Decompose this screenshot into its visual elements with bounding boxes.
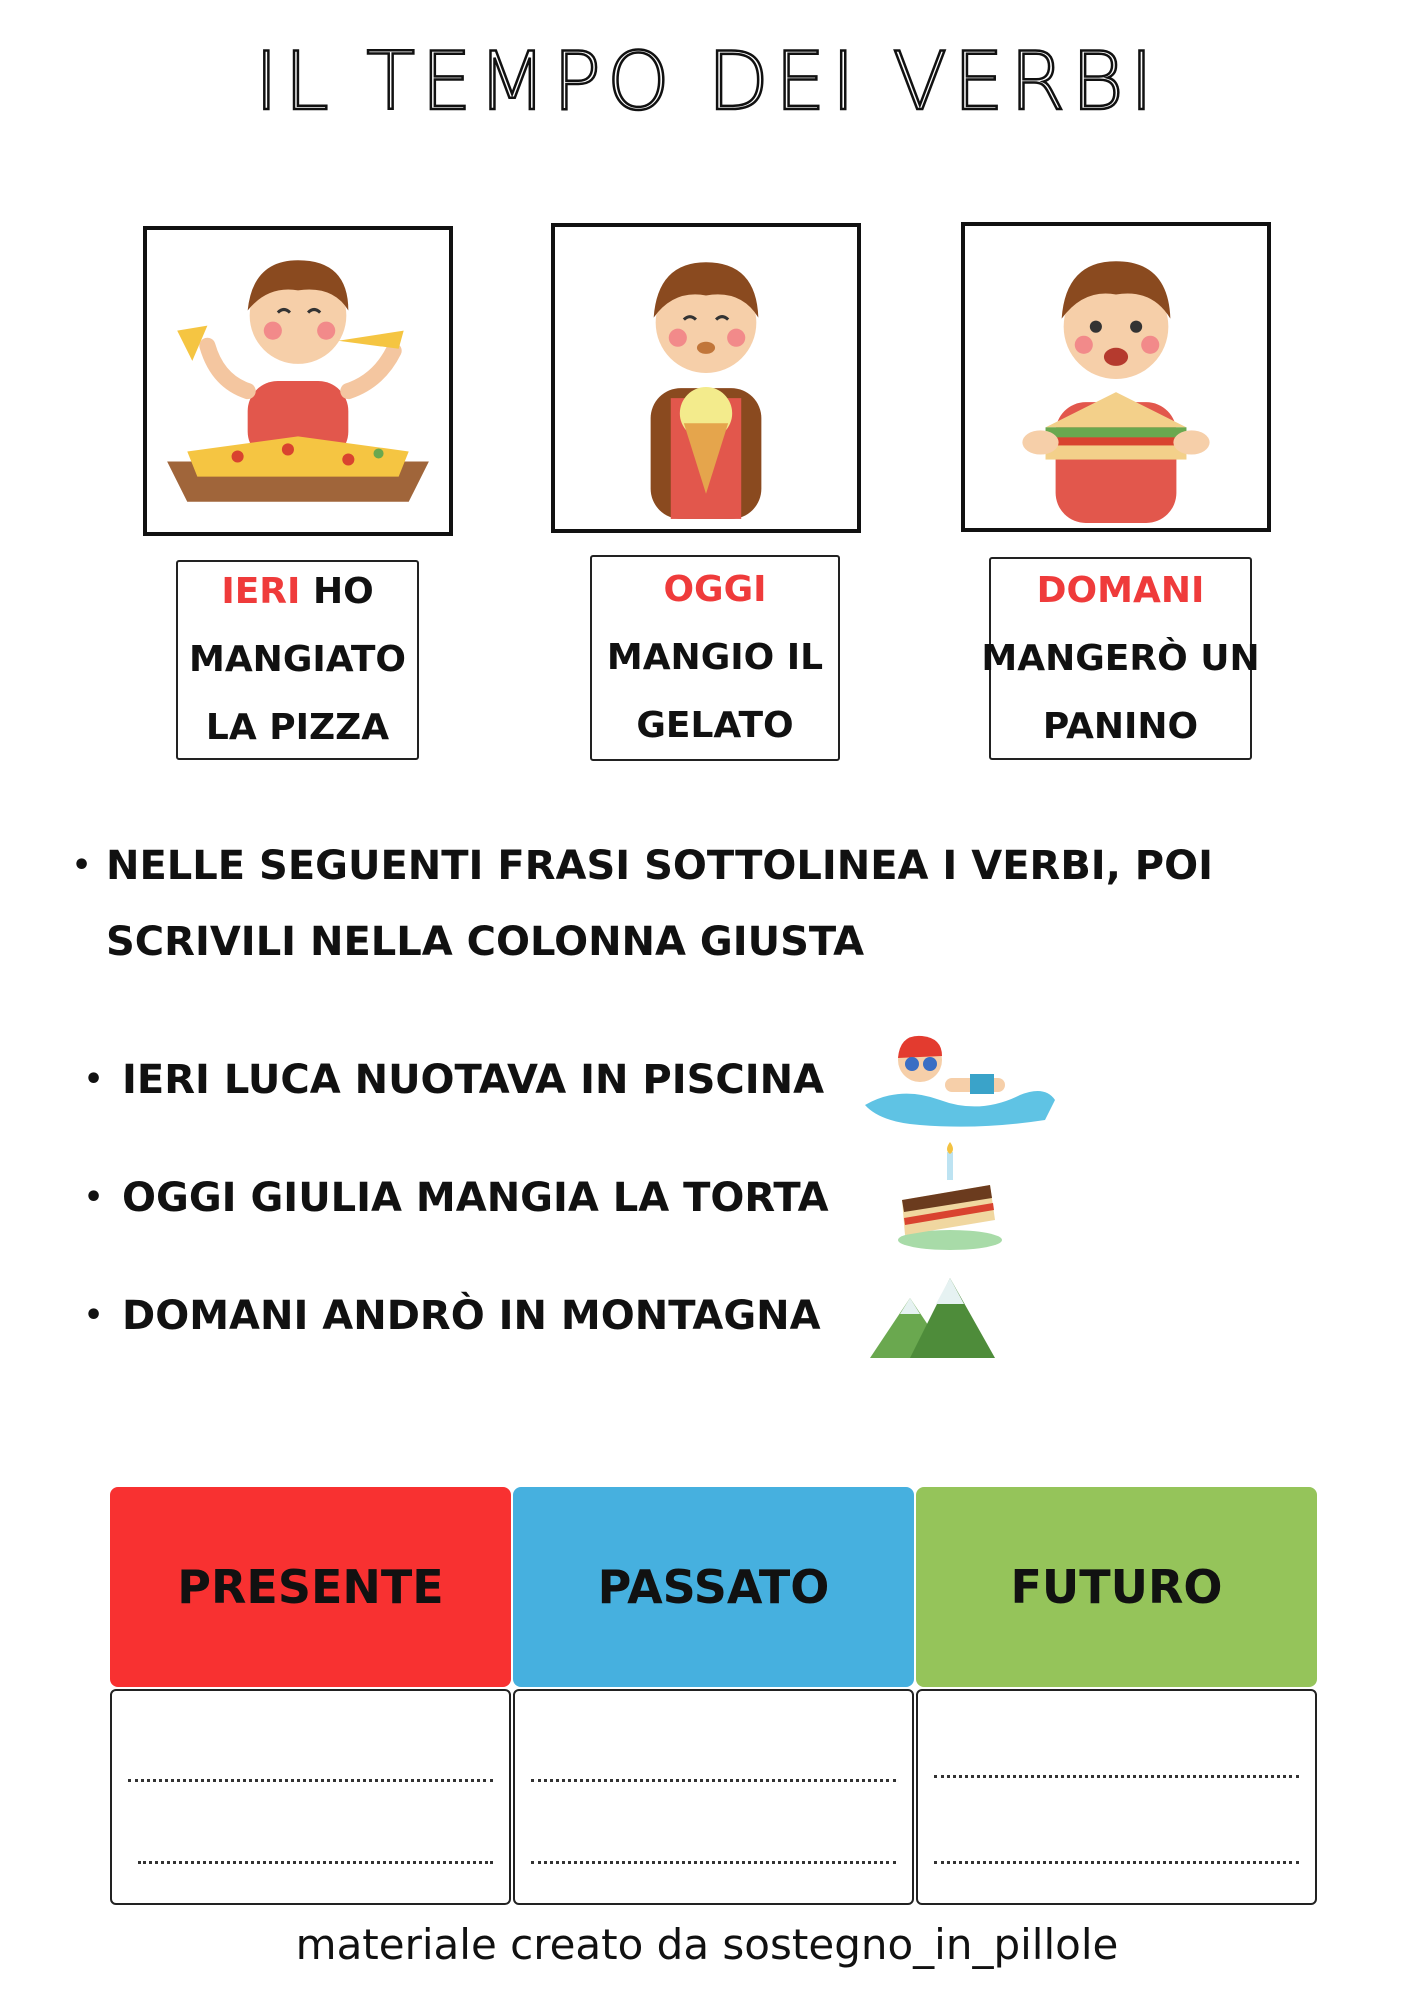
caption-line3: GELATO xyxy=(636,705,794,746)
caption-time-word: IERI xyxy=(221,571,301,612)
bullet-icon: • xyxy=(84,1180,104,1215)
answer-cell-passato[interactable] xyxy=(513,1689,914,1905)
sentence-item xyxy=(84,1286,821,1346)
caption-line1: HO xyxy=(300,571,374,612)
answer-line[interactable] xyxy=(934,1775,1299,1778)
answer-line[interactable] xyxy=(138,1861,493,1864)
sentence-text: OGGI GIULIA MANGIA LA TORTA xyxy=(122,1175,829,1221)
caption-line3: PANINO xyxy=(1042,705,1199,747)
cake-icon xyxy=(890,1140,1010,1260)
bullet-icon: • xyxy=(84,1298,104,1333)
caption-domani xyxy=(981,557,1260,760)
column-header-passato xyxy=(513,1487,914,1687)
answer-line[interactable] xyxy=(128,1779,493,1782)
sentence-text: DOMANI ANDRÒ IN MONTAGNA xyxy=(122,1293,821,1339)
sentence-text: IERI LUCA NUOTAVA IN PISCINA xyxy=(122,1057,825,1103)
picture-boy-eating-ice-cream xyxy=(551,223,861,533)
answer-line[interactable] xyxy=(531,1779,896,1782)
instruction xyxy=(72,828,1272,980)
column-header-futuro xyxy=(916,1487,1317,1687)
column-label: PASSATO xyxy=(597,1560,830,1614)
caption-oggi xyxy=(590,555,840,761)
mountain-icon xyxy=(870,1268,1000,1368)
caption-line2: MANGIO IL xyxy=(606,637,824,678)
caption-line2: MANGIATO xyxy=(189,639,406,680)
answer-cell-futuro[interactable] xyxy=(916,1689,1317,1905)
column-header-presente xyxy=(110,1487,511,1687)
column-label: FUTURO xyxy=(1010,1560,1223,1614)
bullet-icon: • xyxy=(84,1062,104,1097)
boy-pizza-illustration xyxy=(147,230,449,532)
answer-line[interactable] xyxy=(531,1861,896,1864)
boy-sandwich-illustration xyxy=(965,226,1267,528)
column-label: PRESENTE xyxy=(177,1560,444,1614)
page-title: IL TEMPO DEI VERBI xyxy=(254,35,1160,128)
sentence-item xyxy=(84,1168,829,1228)
credits-footer: materiale creato da sostegno_in_pillole xyxy=(295,1920,1119,1969)
instruction-line1: NELLE SEGUENTI FRASI SOTTOLINEA I VERBI, POI xyxy=(106,843,1214,889)
answer-cell-presente[interactable] xyxy=(110,1689,511,1905)
picture-boy-eating-pizza xyxy=(143,226,453,536)
instruction-line2: SCRIVILI NELLA COLONNA GIUSTA xyxy=(106,919,865,965)
picture-boy-eating-sandwich xyxy=(961,222,1271,532)
caption-line2: MANGERÒ UN xyxy=(981,637,1260,679)
sentence-item xyxy=(84,1050,824,1110)
caption-ieri xyxy=(176,560,419,760)
boy-ice-cream-illustration xyxy=(555,227,857,529)
swimmer-icon xyxy=(860,1020,1060,1130)
caption-line3: LA PIZZA xyxy=(205,707,390,748)
caption-time-word: OGGI xyxy=(663,569,767,610)
caption-time-word: DOMANI xyxy=(1036,569,1205,611)
answer-line[interactable] xyxy=(934,1861,1299,1864)
bullet-icon: • xyxy=(72,848,92,883)
